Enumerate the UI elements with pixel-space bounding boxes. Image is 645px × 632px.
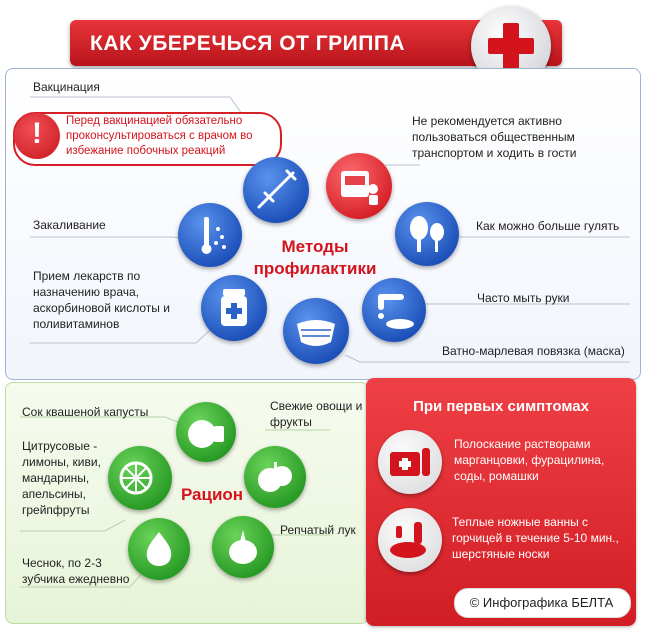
citrus-icon [108, 446, 172, 510]
foot-bath-icon [378, 508, 442, 572]
medkit-icon [378, 430, 442, 494]
label-garlic: Чеснок, по 2-3 зубчика ежедневно [22, 556, 130, 586]
symptoms-title: При первых симптомах [413, 398, 589, 415]
label-vaccination: Вакцинация [33, 80, 100, 94]
cabbage-icon [176, 402, 236, 462]
diet-center-label: Рацион [180, 485, 244, 504]
trees-icon [395, 202, 459, 266]
label-transport: Не рекомендуется активно пользоваться общественным транспортом и ходить в гости [412, 114, 577, 160]
bus-icon [326, 153, 392, 219]
prevention-center-line-1: Методы [281, 237, 349, 256]
label-wash: Часто мыть руки [477, 291, 570, 305]
thermometer-shower-icon [178, 203, 242, 267]
prevention-center-label [240, 236, 390, 280]
warning-exclamation: ! [32, 117, 42, 150]
label-vegetables: Свежие овощи и фрукты [270, 399, 363, 429]
label-mask: Ватно-марлевая повязка (маска) [442, 344, 625, 358]
label-citrus: Цитрусовые - лимоны, киви, мандарины, апельсины, грейпфруты [22, 439, 101, 517]
label-cabbage: Сок квашеной капусты [22, 405, 149, 419]
apple-icon [244, 446, 306, 508]
pills-icon [201, 275, 267, 341]
label-onion: Репчатый лук [280, 523, 356, 537]
vaccination-warning-text: Перед вакцинацией обязательно проконсультироваться с врачом во избежание побочных реакций [66, 115, 253, 157]
mask-icon [283, 298, 349, 364]
symptoms-rinse-text: Полоскание растворами марганцовки, фурацилина, соды, ромашки [454, 437, 605, 483]
syringe-icon [243, 157, 309, 223]
label-hardening: Закаливание [33, 218, 106, 232]
label-medicines: Прием лекарств по назначению врача, аскорбиновой кислоты и поливитаминов [33, 269, 170, 331]
symptoms-bath-text: Теплые ножные ванны с горчицей в течение 5-10 мин., шерстяные носки [452, 515, 619, 561]
onion-icon [212, 516, 274, 578]
garlic-icon [128, 518, 190, 580]
prevention-center-line-2: профилактики [253, 259, 377, 278]
credit-text: © Инфографика БЕЛТА [469, 595, 614, 610]
faucet-hands-icon [362, 278, 426, 342]
page-title: КАК УБЕРЕЧЬСЯ ОТ ГРИППА [90, 32, 406, 55]
label-walk: Как можно больше гулять [476, 219, 620, 233]
